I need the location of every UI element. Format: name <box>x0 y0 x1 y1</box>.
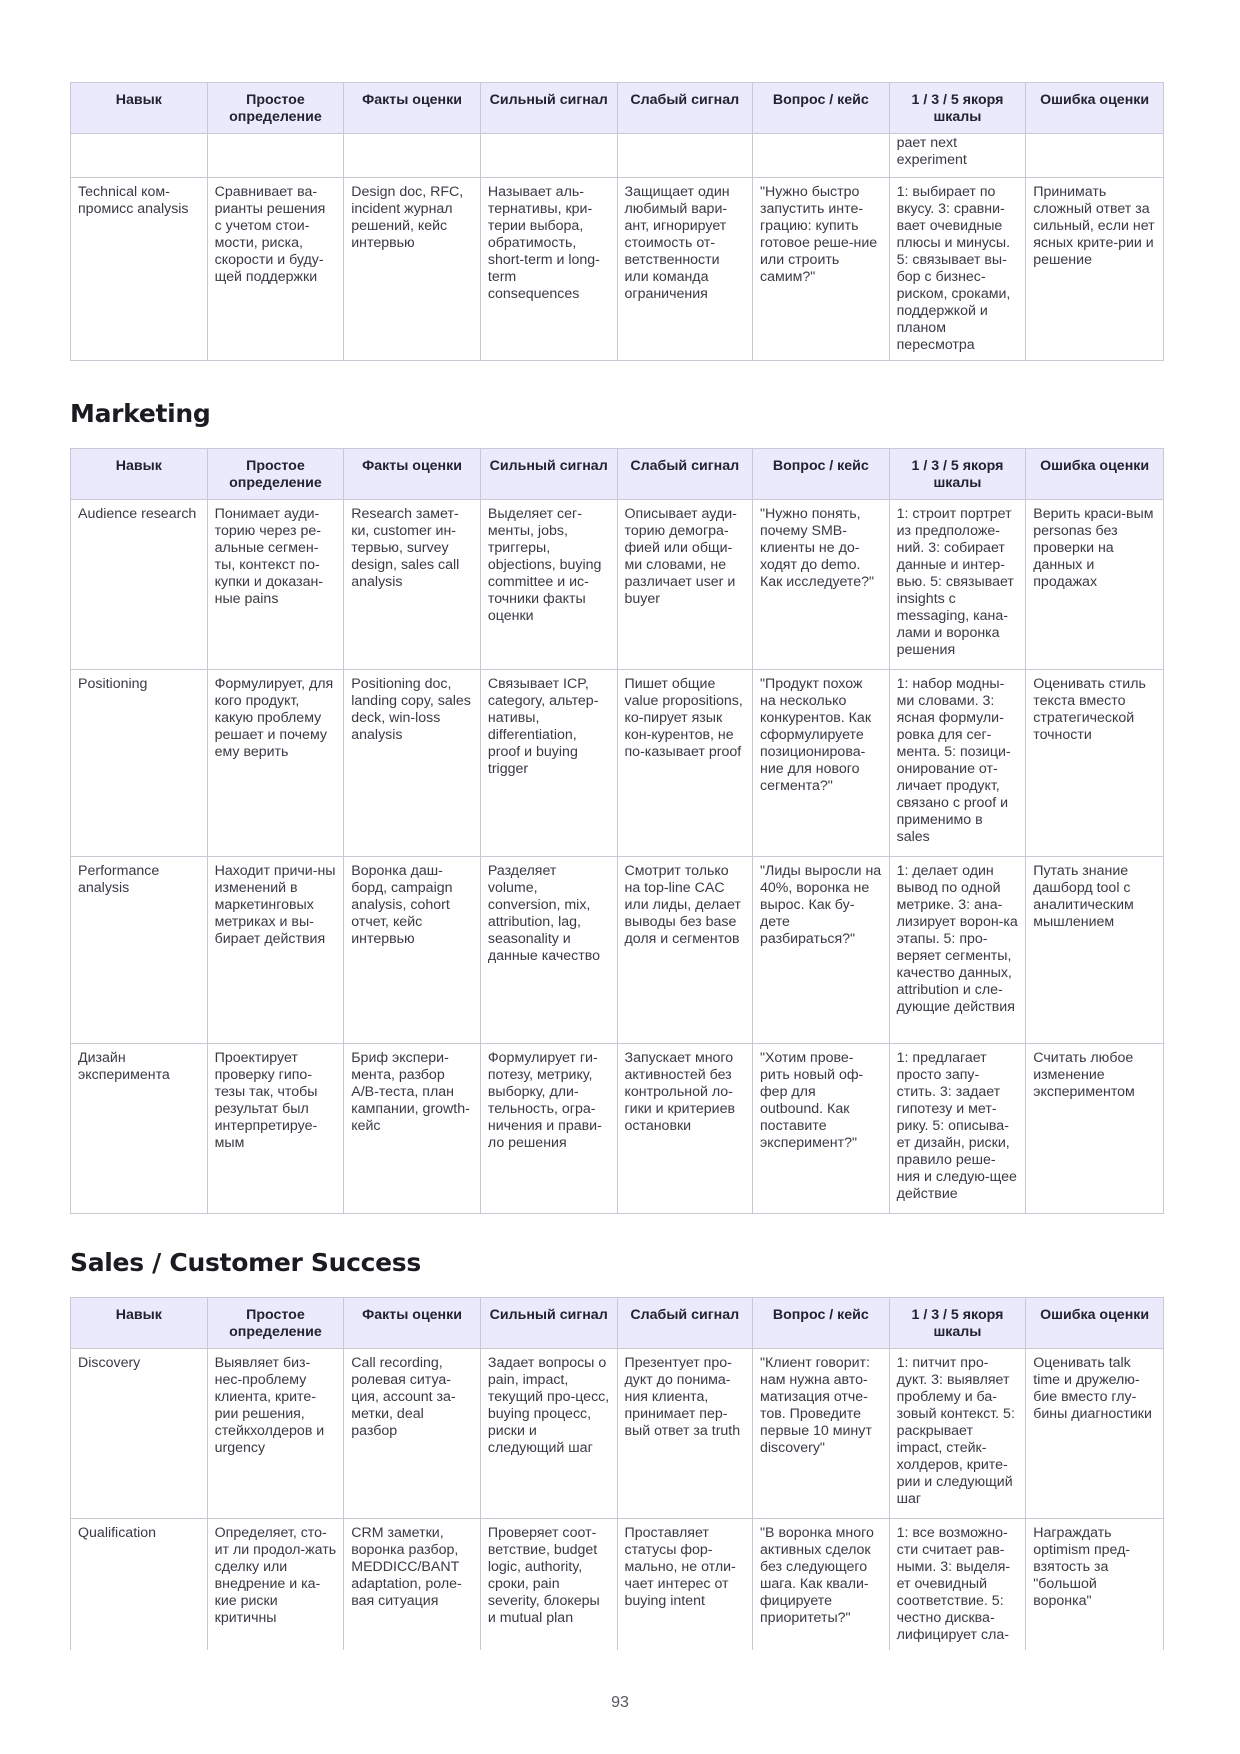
table-cell: 1: выбирает по вкусу. 3: сравни-вает очевидные плюсы и минусы. 5: связывает вы-бор с бизнес-риском, сроками, поддержкой и планом пересмотра <box>889 178 1026 361</box>
header-evidence: Факты оценки <box>344 83 481 134</box>
table-cell: Принимать сложный ответ за сильный, если нет ясных крите-рии и решение <box>1026 178 1164 361</box>
table-cell: Design doc, RFC, incident журнал решений, кейс интервью <box>344 178 481 361</box>
table-row <box>71 1519 1164 1651</box>
header-strong-signal: Сильный сигнал <box>480 83 617 134</box>
table-cell: Определяет, сто-ит ли продол-жать сделку или внедрение и ка-кие риски критичны <box>207 1519 344 1651</box>
table-cell: 1: строит портрет из предположе-ний. 3: собирает данные и интер-вью. 5: связывает insights с messaging, кана-лами и воронка решения <box>889 500 1026 670</box>
table-cell: Call recording, ролевая ситуа-ция, account за-метки, deal разбор <box>344 1349 481 1519</box>
table-cell: Находит причи-ны изменений в маркетинговых метриках и вы-бирает действия <box>207 857 344 1044</box>
table-cell: "Продукт похож на несколько конкурентов. Как сформулируете позиционирова-ние для нового сегмента?" <box>753 670 890 857</box>
table-cell <box>207 134 344 178</box>
table-cell: "Хотим прове-рить новый оф-фер для outbound. Как поставите эксперимент?" <box>753 1044 890 1214</box>
table-cell: Презентует про-дукт до понима-ния клиента, принимает пер-вый ответ за truth <box>617 1349 753 1519</box>
table-cell: Защищает один любимый вари-ант, игнорирует стоимость от-ветственности или команда ограничения <box>617 178 753 361</box>
rubric-table-marketing <box>70 448 1164 1214</box>
table-cell: Проставляет статусы фор-мально, не отли-чает интерес от buying intent <box>617 1519 753 1651</box>
table-cell: Верить краси-вым personas без проверки на данных и продажах <box>1026 500 1164 670</box>
header-strong-signal: Сильный сигнал <box>480 449 617 500</box>
table-row <box>71 1044 1164 1214</box>
table-cell: CRM заметки, воронка разбор, MEDDICC/BANT adaptation, роле-вая ситуация <box>344 1519 481 1651</box>
table-header-row <box>71 1298 1164 1349</box>
rubric-table-sales <box>70 1297 1164 1650</box>
header-question: Вопрос / кейс <box>753 83 890 134</box>
table-cell: Research замет-ки, customer ин-тервью, survey design, sales call analysis <box>344 500 481 670</box>
table-row <box>71 500 1164 670</box>
header-strong-signal: Сильный сигнал <box>480 1298 617 1349</box>
table-cell: Описывает ауди-торию демогра-фией или общи-ми словами, не различает user и buyer <box>617 500 753 670</box>
table-cell: рает next experiment <box>889 134 1026 178</box>
table-cell: Связывает ICP, category, альтер-нативы, differentiation, proof и buying trigger <box>480 670 617 857</box>
header-skill: Навык <box>71 1298 208 1349</box>
table-cell: Понимает ауди-торию через ре-альные сегмен-ты, контекст по-купки и доказан-ные pains <box>207 500 344 670</box>
table-cell <box>480 134 617 178</box>
table-cell: Positioning <box>71 670 208 857</box>
table-cell <box>1026 134 1164 178</box>
header-question: Вопрос / кейс <box>753 1298 890 1349</box>
table-cell: Воронка даш-борд, campaign analysis, cohort отчет, кейс интервью <box>344 857 481 1044</box>
table-cell: Бриф экспери-мента, разбор A/B-теста, план кампании, growth-кейс <box>344 1044 481 1214</box>
page-number: 93 <box>611 1694 629 1711</box>
table-row <box>71 134 1164 178</box>
table-header-row <box>71 83 1164 134</box>
table-cell: 1: предлагает просто запу-стить. 3: задает гипотезу и мет-рику. 5: описыва-ет дизайн, риски, правило реше-ния и следую-щее действие <box>889 1044 1026 1214</box>
header-anchors: 1 / 3 / 5 якоря шкалы <box>889 449 1026 500</box>
table-cell: "Лиды выросли на 40%, воронка не вырос. Как бу-дете разбираться?" <box>753 857 890 1044</box>
header-evidence: Факты оценки <box>344 1298 481 1349</box>
table-cell: 1: все возможно-сти считает рав-ными. 3: выделя-ет очевидный соответствие. 5: честно дисква-лифицирует сла- <box>889 1519 1026 1651</box>
header-weak-signal: Слабый сигнал <box>617 83 753 134</box>
table-cell: Audience research <box>71 500 208 670</box>
header-definition: Простое определение <box>207 83 344 134</box>
table-row <box>71 1349 1164 1519</box>
header-question: Вопрос / кейс <box>753 449 890 500</box>
header-error: Ошибка оценки <box>1026 1298 1164 1349</box>
header-error: Ошибка оценки <box>1026 449 1164 500</box>
table-cell: "Клиент говорит: нам нужна авто-матизация отче-тов. Проведите первые 10 минут discovery" <box>753 1349 890 1519</box>
table-cell: Путать знание дашборд tool с аналитическим мышлением <box>1026 857 1164 1044</box>
table-cell: "Нужно быстро запустить инте-грацию: купить готовое реше-ние или строить самим?" <box>753 178 890 361</box>
table-cell: Выявляет биз-нес-проблему клиента, крите-рии решения, стейкхолдеров и urgency <box>207 1349 344 1519</box>
table-cell: Пишет общие value propositions, ко-пирует язык кон-курентов, не по-казывает proof <box>617 670 753 857</box>
table-cell: Считать любое изменение экспериментом <box>1026 1044 1164 1214</box>
table-cell: "В воронка много активных сделок без следующего шага. Как квали-фицируете приоритеты?" <box>753 1519 890 1651</box>
table-cell: Оценивать стиль текста вместо стратегической точности <box>1026 670 1164 857</box>
table-cell: Называет аль-тернативы, кри-терии выбора, обратимость, short-term и long-term consequences <box>480 178 617 361</box>
table-cell <box>71 134 208 178</box>
table-header-row <box>71 449 1164 500</box>
table-row <box>71 857 1164 1044</box>
table-cell: Qualification <box>71 1519 208 1651</box>
table-cell: Награждать optimism пред-взятость за "большой воронка" <box>1026 1519 1164 1651</box>
header-anchors: 1 / 3 / 5 якоря шкалы <box>889 1298 1026 1349</box>
table-cell: Проверяет соот-ветствие, budget logic, authority, сроки, pain severity, блокеры и mutual plan <box>480 1519 617 1651</box>
table-cell: Формулирует, для кого продукт, какую проблему решает и почему ему верить <box>207 670 344 857</box>
header-weak-signal: Слабый сигнал <box>617 449 753 500</box>
header-definition: Простое определение <box>207 449 344 500</box>
table-cell: Смотрит только на top-line CAC или лиды, делает выводы без base доля и сегментов <box>617 857 753 1044</box>
table-cell: Оценивать talk time и дружелю-бие вместо глу-бины диагностики <box>1026 1349 1164 1519</box>
table-cell: Запускает много активностей без контрольной ло-гики и критериев остановки <box>617 1044 753 1214</box>
table-cell: 1: набор модны-ми словами. 3: ясная формули-ровка для сег-мента. 5: позици-онирование от-личает продукт, связано с proof и применимо в sales <box>889 670 1026 857</box>
table-cell: Задает вопросы о pain, impact, текущий про-цесс, buying процесс, риски и следующий шаг <box>480 1349 617 1519</box>
header-skill: Навык <box>71 83 208 134</box>
table-cell: Разделяет volume, conversion, mix, attribution, lag, seasonality и данные качество <box>480 857 617 1044</box>
table-cell: Positioning doc, landing copy, sales deck, win-loss analysis <box>344 670 481 857</box>
table-row <box>71 178 1164 361</box>
table-cell <box>753 134 890 178</box>
table-cell: Discovery <box>71 1349 208 1519</box>
table-cell: 1: питчит про-дукт. 3: выявляет проблему и ба-зовый контекст. 5: раскрывает impact, стейк-холдеров, крите-рии и следующий шаг <box>889 1349 1026 1519</box>
header-definition: Простое определение <box>207 1298 344 1349</box>
section-title-marketing: Marketing <box>70 399 211 428</box>
table-row <box>71 670 1164 857</box>
table-cell: 1: делает один вывод по одной метрике. 3: ана-лизирует ворон-ка этапы. 5: про-веряет сегменты, качество данных, attribution и сле-дующие действия <box>889 857 1026 1044</box>
table-cell <box>344 134 481 178</box>
table-cell: Сравнивает ва-рианты решения с учетом стои-мости, риска, скорости и буду-щей поддержки <box>207 178 344 361</box>
table-cell: Формулирует ги-потезу, метрику, выборку, дли-тельность, огра-ничения и прави-ло решения <box>480 1044 617 1214</box>
header-anchors: 1 / 3 / 5 якоря шкалы <box>889 83 1026 134</box>
table-cell: Проектирует проверку гипо-тезы так, чтобы результат был интерпретируе-мым <box>207 1044 344 1214</box>
table-cell: Дизайн эксперимента <box>71 1044 208 1214</box>
table-cell: Technical ком-промисс analysis <box>71 178 208 361</box>
header-error: Ошибка оценки <box>1026 83 1164 134</box>
table-cell: Performance analysis <box>71 857 208 1044</box>
header-skill: Навык <box>71 449 208 500</box>
table-cell: Выделяет сег-менты, jobs, триггеры, objections, buying committee и ис-точники факты оценки <box>480 500 617 670</box>
table-cell <box>617 134 753 178</box>
header-evidence: Факты оценки <box>344 449 481 500</box>
section-title-sales: Sales / Customer Success <box>70 1248 421 1277</box>
table-cell: "Нужно понять, почему SMB-клиенты не до-ходят до demo. Как исследуете?" <box>753 500 890 670</box>
rubric-table-engineering <box>70 82 1164 361</box>
header-weak-signal: Слабый сигнал <box>617 1298 753 1349</box>
